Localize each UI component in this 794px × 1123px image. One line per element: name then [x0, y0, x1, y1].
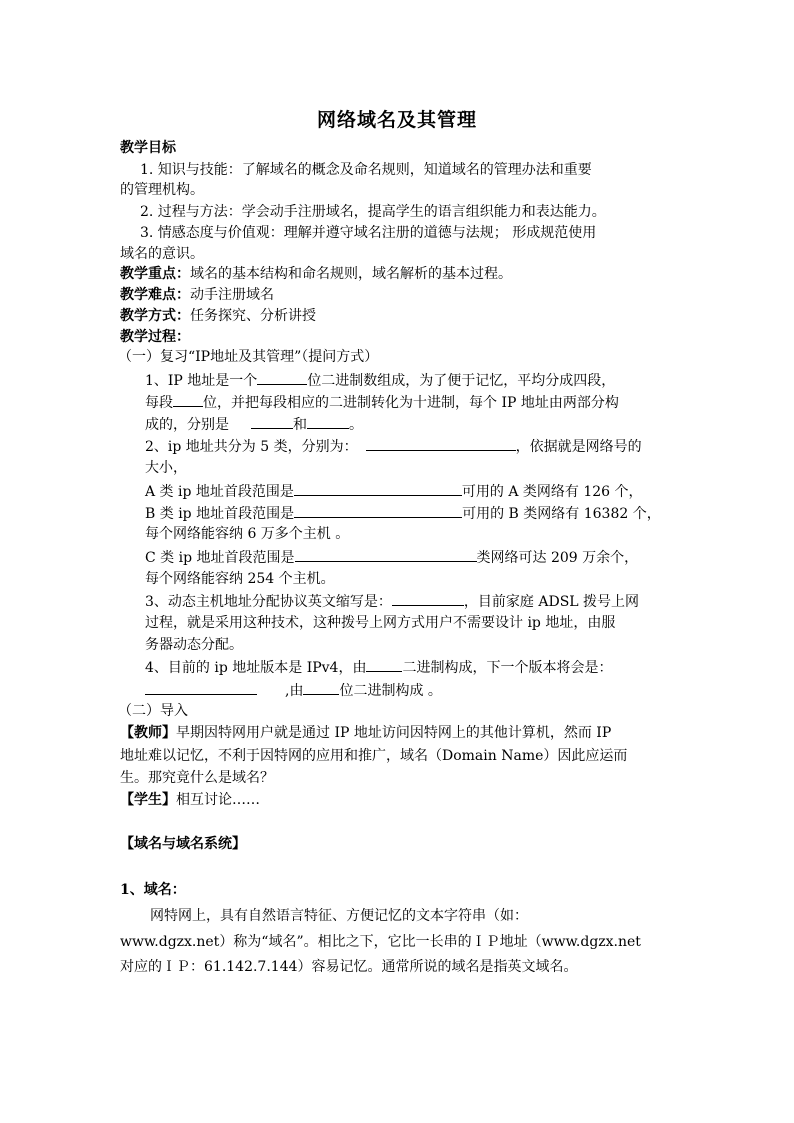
review-heading: （一）复习“IP地址及其管理”（提问方式） [118, 349, 379, 365]
class-c-line [145, 547, 638, 568]
method-text: 任务探究、分析讲授 [190, 308, 316, 324]
method-label: 教学方式： [120, 308, 190, 324]
question-1-line-3 [145, 414, 363, 435]
fill-blank [257, 370, 307, 385]
student-label: 【学生】 [120, 792, 176, 808]
class-a-text-b: 可用的 A 类网络有 126 个， [461, 484, 643, 500]
q2-text-a: 2、ip 地址共分为 5 类，分别为： [145, 439, 358, 455]
goal-1-line-1: 1. 知识与技能：了解域名的概念及命名规则，知道域名的管理办法和重要 [140, 162, 592, 178]
fill-blank [392, 591, 464, 606]
class-b-text-a: B 类 ip 地址首段范围是 [145, 506, 295, 522]
goal-2: 2. 过程与方法：学会动手注册域名，提高学生的语言组织能力和表达能力。 [140, 204, 606, 220]
section-heading: 【域名与域名系统】 [120, 836, 246, 852]
domain-paragraph-line-3: 对应的ＩＰ：61.142.7.144）容易记忆。通常所说的域名是指英文域名。 [120, 959, 578, 975]
teacher-line-1 [120, 723, 611, 743]
question-1-line-2 [145, 392, 619, 413]
fill-blank [295, 547, 477, 562]
q4-text-b: 二进制构成，下一个版本将会是： [402, 660, 613, 676]
q4-text-c: ,由 [285, 683, 304, 699]
goal-1-line-2: 的管理机构。 [120, 182, 204, 198]
student-text: 相互讨论…… [176, 792, 260, 808]
q1-text-g: 。 [349, 417, 363, 433]
q3-text-a: 3、动态主机地址分配协议英文缩写是： [145, 594, 392, 610]
fill-blank [294, 481, 462, 496]
fill-blank [294, 503, 462, 518]
q3-text-b: ，目前家庭 ADSL 拨号上网 [463, 594, 640, 610]
q1-text-c: 每段 [145, 395, 173, 411]
goals-heading: 教学目标 [120, 140, 176, 156]
class-c-text-b: 类网络可达 209 万余个， [476, 550, 639, 566]
q1-text-d: 位，并把每段相应的二进制转化为十进制，每个 IP 地址由两部分构 [203, 395, 619, 411]
domain-paragraph-line-2: www.dgzx.net）称为“域名”。相比之下，它比一长串的ＩＰ地址（www.dgzx.net [120, 934, 641, 950]
key-label: 教学重点： [120, 266, 190, 282]
q2-text-b: ，依据就是网络号的 [515, 439, 642, 455]
fill-blank [366, 657, 402, 672]
class-c-hosts: 每个网络能容纳 254 个主机。 [145, 571, 335, 587]
fill-blank [251, 414, 293, 429]
goal-3-line-1: 3. 情感态度与价值观：理解并遵守域名注册的道德与法规； 形成规范使用 [140, 225, 597, 241]
q1-text-e: 成的，分别是 [145, 417, 229, 433]
teacher-label: 【教师】 [120, 725, 176, 741]
question-3-line-1 [145, 591, 639, 612]
question-3-line-2: 过程，就是采用这种技术，这种拨号上网方式用户不需要设计 ip 地址，由服 [145, 615, 616, 631]
teacher-text-a: 早期因特网用户就是通过 IP 地址访问因特网上的其他计算机，然而 IP [176, 725, 612, 741]
q1-text-a: 1、IP 地址是一个 [145, 373, 258, 389]
key-points [120, 264, 512, 284]
q1-text-f: 和 [293, 417, 307, 433]
class-b-hosts: 每个网络能容纳 6 万多个主机 。 [145, 526, 350, 542]
key-text: 域名的基本结构和命名规则，域名解析的基本过程。 [190, 266, 512, 282]
intro-heading: （二）导入 [118, 703, 188, 719]
teacher-line-3: 生。那究竟什么是域名？ [120, 770, 274, 786]
fill-blank [173, 392, 203, 407]
fill-blank [307, 414, 349, 429]
domain-paragraph-line-1: 网特网上，具有自然语言特征、方便记忆的文本字符串（如： [150, 908, 528, 924]
class-c-text-a: C 类 ip 地址首段范围是 [145, 550, 295, 566]
difficulty-text: 动手注册域名 [190, 287, 274, 303]
question-1-line-1 [145, 370, 615, 391]
q4-text-d: 位二进制构成 。 [339, 683, 442, 699]
class-a-text-a: A 类 ip 地址首段范围是 [145, 484, 294, 500]
goal-3-line-2: 域名的意识。 [120, 246, 204, 262]
process-label: 教学过程： [120, 329, 190, 345]
teacher-line-2: 地址难以记忆，不利于因特网的应用和推广，域名（Domain Name）因此应运而 [120, 748, 628, 764]
difficulty-points [120, 285, 274, 305]
fill-blank [145, 680, 257, 695]
question-3-line-3: 务器动态分配。 [145, 637, 243, 653]
q1-text-b: 位二进制数组成，为了便于记忆，平均分成四段， [307, 373, 616, 389]
class-b-line [145, 503, 661, 524]
question-2-line-2: 大小， [145, 460, 187, 476]
class-a-line [145, 481, 643, 502]
fill-blank [303, 680, 339, 695]
question-4-line-1 [145, 657, 612, 678]
teaching-method [120, 306, 316, 326]
q4-text-a: 4、目前的 ip 地址版本是 IPv4，由 [145, 660, 367, 676]
class-b-text-b: 可用的 B 类网络有 16382 个， [462, 506, 661, 522]
page-title: 网络域名及其管理 [316, 109, 477, 131]
question-2-line-1 [145, 436, 642, 457]
subsection-heading: 1、域名： [120, 882, 186, 898]
student-line [120, 790, 260, 810]
fill-blank [366, 436, 516, 451]
question-4-line-2 [145, 680, 442, 701]
difficulty-label: 教学难点： [120, 287, 190, 303]
